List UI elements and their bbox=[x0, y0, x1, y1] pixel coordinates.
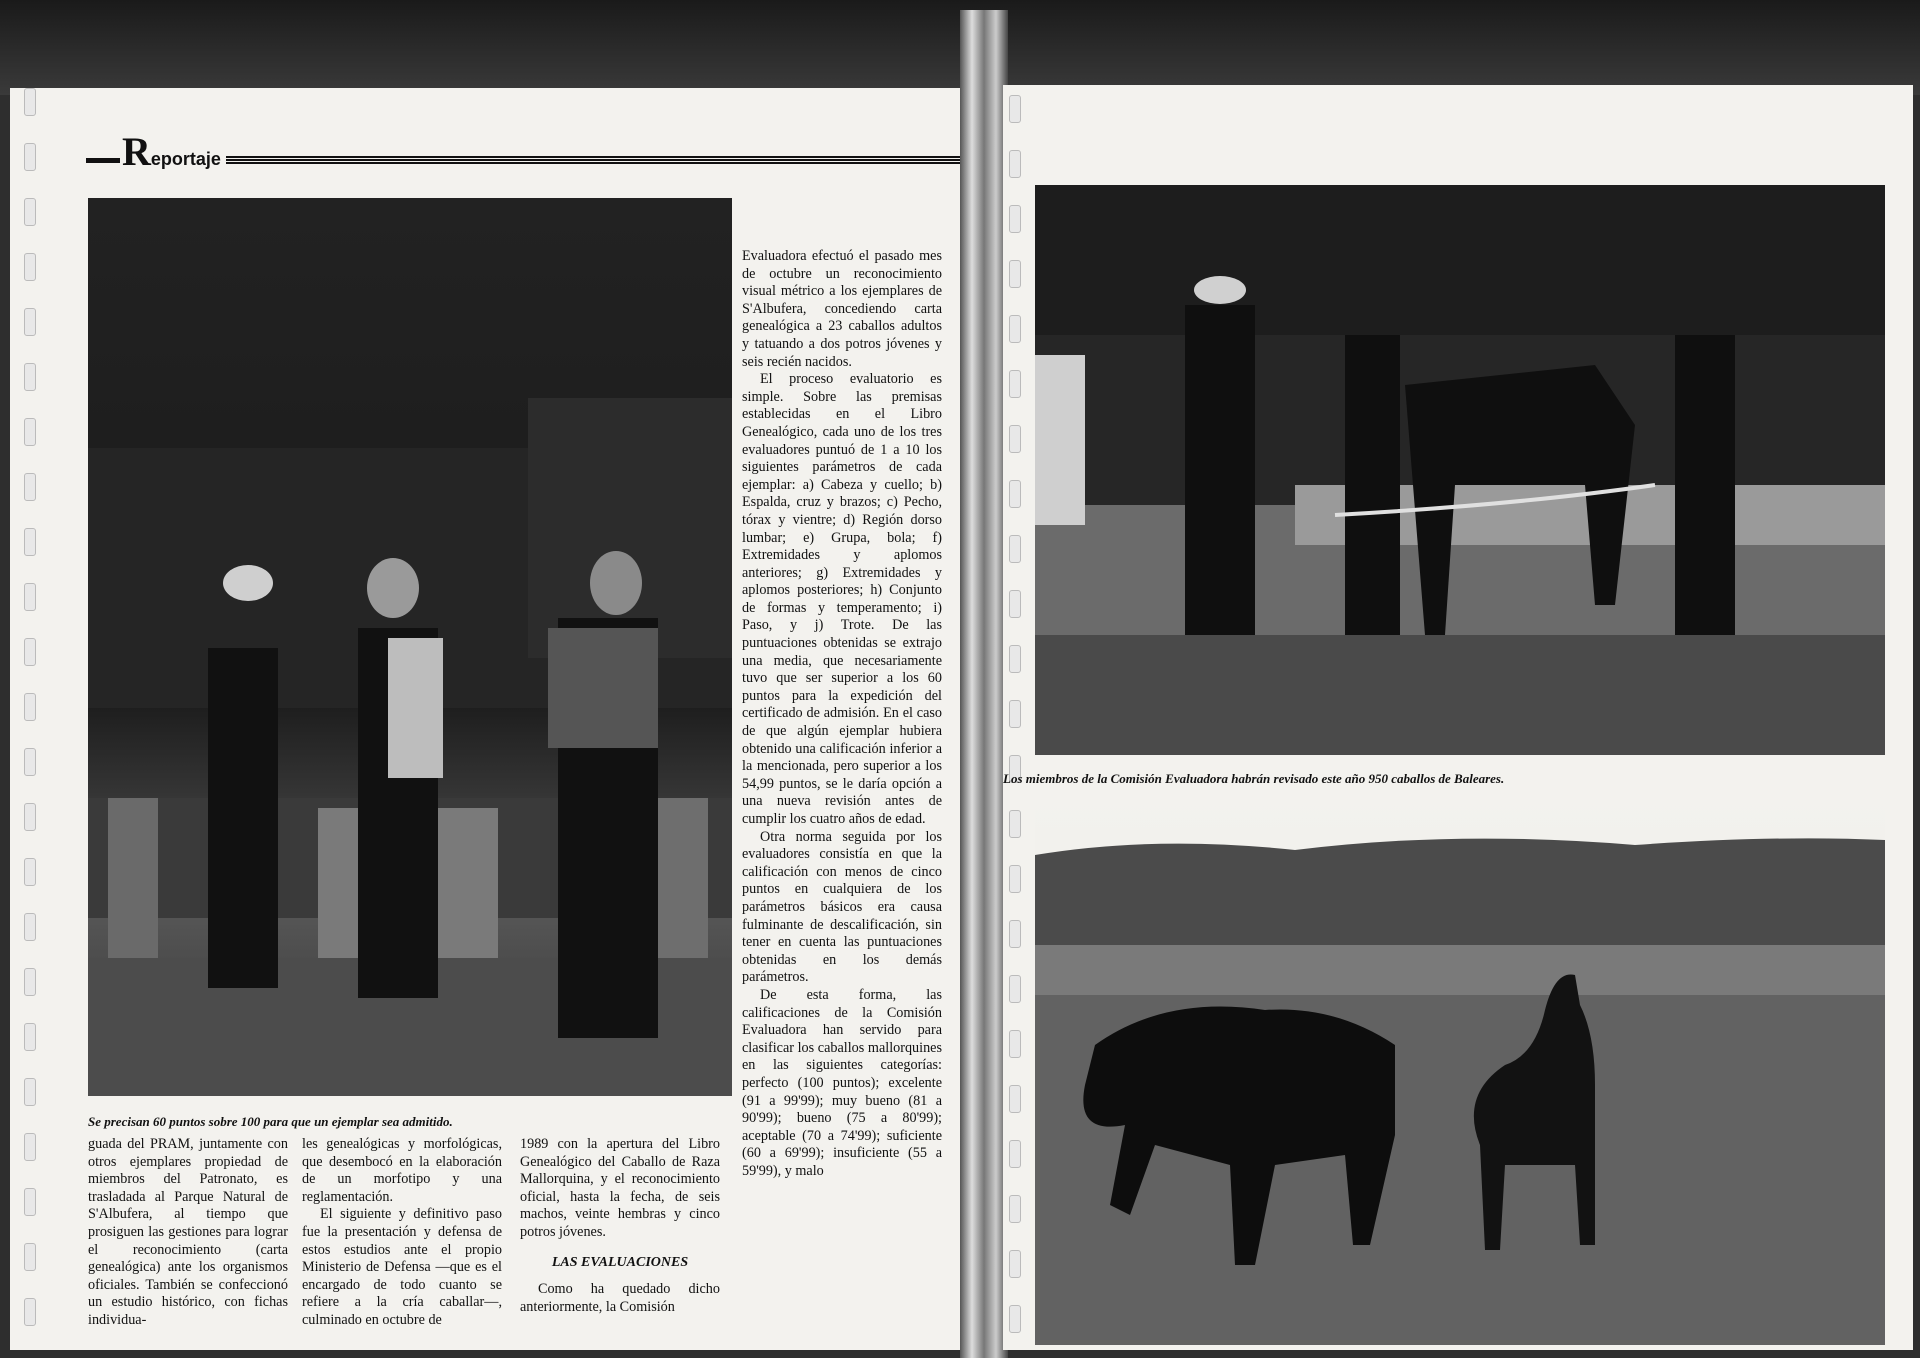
article-column-3 bbox=[520, 1136, 720, 1316]
header-rule-left bbox=[86, 158, 120, 163]
article-column-2 bbox=[302, 1136, 502, 1330]
section-title bbox=[122, 128, 221, 175]
binder-holes-right bbox=[1009, 85, 1021, 1350]
section-initial: R bbox=[122, 129, 151, 174]
photo-commission-horse bbox=[1035, 185, 1885, 755]
section-header bbox=[86, 128, 960, 178]
column-2-para-2: El siguiente y definitivo paso fue la presentación y defensa de estos estudios ante el propio Ministerio de Defensa —que es el encargado de todo cuanto se refiere a la cría caballar—, culminado en octubre de bbox=[302, 1206, 502, 1328]
header-rule-right bbox=[226, 156, 960, 164]
column-4-para-1: Evaluadora efectuó el pasado mes de octubre un reconocimiento visual métrico a los ejemplares de S'Albufera, concediendo carta genealógica a 23 caballos adultos y tatuando a dos potros jóvenes y seis recién nacidos. bbox=[742, 248, 942, 370]
photo-mare-and-foal bbox=[1035, 795, 1885, 1345]
column-2-para-1: les genealógicas y morfológicas, que desembocó en la elaboración de un morfotipo y una reglamentación. bbox=[302, 1136, 502, 1205]
photo-caption-right: Los miembros de la Comisión Evaluadora habrán revisado este año 950 caballos de Baleares. bbox=[1003, 771, 1505, 786]
column-4-para-2: El proceso evaluatorio es simple. Sobre las premisas establecidas en el Libro Genealógico, cada uno de los tres evaluadores puntuó de 1 a 10 los siguientes parámetros de cada ejemplar: a) Cabeza y cuello; b) Espalda, cruz y brazos; c) Pecho, tórax y vientre; d) Región dorso lumbar; e) Grupa, bola; f) Extremidades y aplomos anteriores; g) Extremidades y aplomos posteriores; h) Conjunto de formas y temperamento; i) Paso, y j) Trote. De las puntuaciones obtenidas se extrajo una media, que necesariamente tuvo que ser superior a los 60 puntos para la expedición del certificado de admisión. En el caso de que algún ejemplar hubiera obtenido una calificación inferior a la mencionada, pero superior a los 54,99 puntos, se le daría opción a una nueva revisión antes de cumplir los cuatro años de edad. bbox=[742, 371, 942, 827]
column-3-text: 1989 con la apertura del Libro Genealógico del Caballo de Raza Mallorquina, y el reconocimiento oficial, hasta la fecha, de seis machos, veinte hembras y cinco potros jóvenes. bbox=[520, 1136, 720, 1240]
column-4-para-3: Otra norma seguida por los evaluadores consistía en que la calificación con menos de cinco puntos en cualquiera de los parámetros básicos era causa fulminante de descalificación, sin tener en cuenta las puntuaciones obtenidas en los demás parámetros. bbox=[742, 828, 942, 986]
left-page bbox=[10, 88, 965, 1350]
subheading-evaluaciones: LAS EVALUACIONES bbox=[551, 1254, 689, 1270]
photo-evaluators-group bbox=[88, 198, 732, 1096]
binder-holes-left bbox=[24, 88, 36, 1350]
column-3-after-heading: Como ha quedado dicho anteriormente, la Comisión bbox=[520, 1281, 720, 1315]
page-gutter bbox=[960, 10, 1008, 1358]
photo-caption-left: Se precisan 60 puntos sobre 100 para que un ejemplar sea admitido. bbox=[88, 1114, 453, 1129]
column-1-text: guada del PRAM, juntamente con otros ejemplares propiedad de miembros del Patronato, es trasladada al Parque Natural de S'Albufera, al tiempo que prosiguen las gestiones para lograr el reconocimiento (carta genealógica) ante los organismos oficiales. También se confeccionó un estudio histórico, con fichas individua- bbox=[88, 1136, 288, 1328]
section-title-rest: eportaje bbox=[150, 149, 221, 169]
article-column-1 bbox=[88, 1136, 288, 1330]
article-column-4 bbox=[742, 248, 942, 1180]
right-page bbox=[1003, 85, 1913, 1350]
column-4-para-4: De esta forma, las calificaciones de la Comisión Evaluadora han servido para clasificar los caballos mallorquines en las siguientes categorías: perfecto (100 puntos); excelente (91 a 99'99); muy bueno (81 a 90'99); bueno (75 a 80'99); aceptable (70 a 74'99); suficiente (60 a 69'99); insuficiente (55 a 59'99), y malo bbox=[742, 986, 942, 1179]
